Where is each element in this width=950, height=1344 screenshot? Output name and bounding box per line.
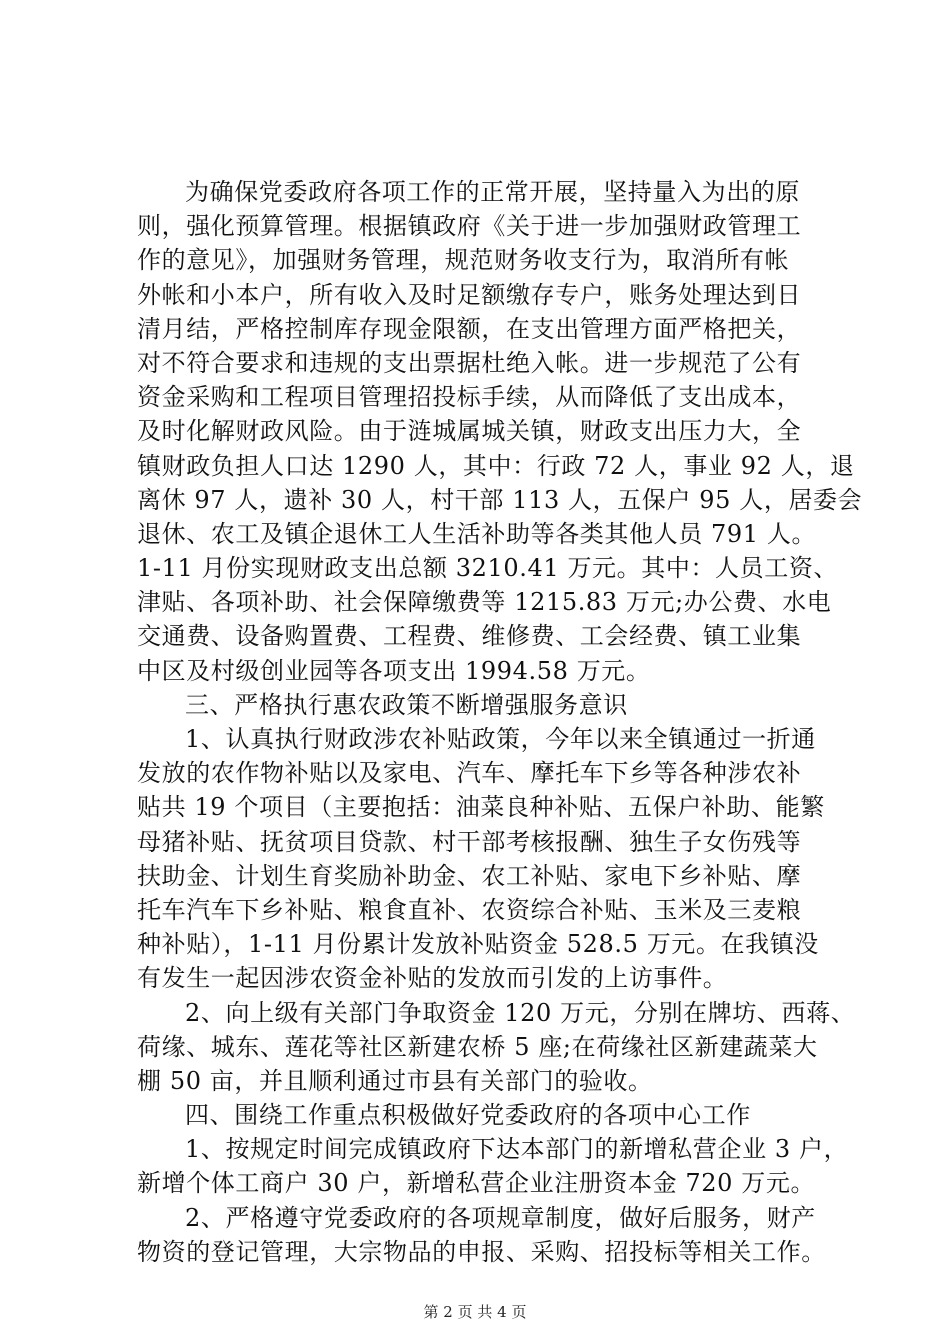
text-line: 离休 97 人，遗补 30 人，村干部 113 人，五保户 95 人，居委会 bbox=[137, 485, 863, 514]
text-line: 母猪补贴、抚贫项目贷款、村干部考核报酬、独生子女伤残等 bbox=[137, 827, 802, 856]
text-line: 津贴、各项补助、社会保障缴费等 1215.83 万元;办公费、水电 bbox=[137, 588, 832, 617]
text-line: 则，强化预算管理。根据镇政府《关于进一步加强财政管理工 bbox=[137, 212, 802, 241]
text-line: 资金采购和工程项目管理招投标手续，从而降低了支出成本， bbox=[137, 383, 802, 412]
text-line: 为确保党委政府各项工作的正常开展，坚持量入为出的原 bbox=[185, 178, 800, 206]
text-line: 物资的登记管理，大宗物品的申报、采购、招投标等相关工作。 bbox=[137, 1237, 826, 1266]
text-line: 清月结，严格控制库存现金限额，在支出管理方面严格把关， bbox=[137, 314, 802, 343]
text-line: 镇财政负担人口达 1290 人，其中：行政 72 人，事业 92 人，退 bbox=[137, 451, 855, 480]
text-line: 种补贴），1-11 月份累计发放补贴资金 528.5 万元。在我镇没 bbox=[137, 930, 819, 959]
text-line: 托车汽车下乡补贴、粮食直补、农资综合补贴、玉米及三麦粮 bbox=[137, 895, 802, 924]
text-line: 1、按规定时间完成镇政府下达本部门的新增私营企业 3 户， bbox=[185, 1135, 849, 1164]
text-line: 新增个体工商户 30 户，新增私营企业注册资本金 720 万元。 bbox=[137, 1169, 816, 1198]
text-line: 1、认真执行财政涉农补贴政策，今年以来全镇通过一折通 bbox=[185, 725, 816, 753]
text-line: 交通费、设备购置费、工程费、维修费、工会经费、镇工业集 bbox=[137, 622, 802, 651]
text-line: 外帐和小本户，所有收入及时足额缴存专户，账务处理达到日 bbox=[137, 280, 802, 309]
text-line: 退休、农工及镇企退休工人生活补助等各类其他人员 791 人。 bbox=[137, 519, 817, 548]
document-body bbox=[137, 175, 863, 1269]
text-line: 有发生一起因涉农资金补贴的发放而引发的上访事件。 bbox=[137, 964, 728, 993]
text-line: 作的意见》，加强财务管理，规范财务收支行为，取消所有帐 bbox=[137, 246, 790, 275]
text-line: 荷缘、城东、莲花等社区新建农桥 5 座;在荷缘社区新建蔬菜大 bbox=[137, 1032, 818, 1061]
text-line: 三、严格执行惠农政策不断增强服务意识 bbox=[185, 690, 628, 719]
text-line: 1-11 月份实现财政支出总额 3210.41 万元。其中：人员工资、 bbox=[137, 554, 839, 583]
text-line: 扶助金、计划生育奖励补助金、农工补贴、家电下乡补贴、摩 bbox=[137, 861, 802, 890]
text-line: 2、向上级有关部门争取资金 120 万元，分别在牌坊、西蒋、 bbox=[185, 998, 856, 1027]
text-line: 四、围绕工作重点积极做好党委政府的各项中心工作 bbox=[185, 1101, 751, 1130]
text-line: 中区及村级创业园等各项支出 1994.58 万元。 bbox=[137, 656, 651, 685]
text-line: 2、严格遵守党委政府的各项规章制度，做好后服务，财产 bbox=[185, 1203, 816, 1232]
text-line: 发放的农作物补贴以及家电、汽车、摩托车下乡等各种涉农补 bbox=[137, 759, 802, 788]
text-line: 棚 50 亩，并且顺利通过市县有关部门的验收。 bbox=[137, 1066, 653, 1095]
text-line: 及时化解财政风险。由于涟城属城关镇，财政支出压力大，全 bbox=[137, 417, 802, 446]
page-footer: 第 2 页 共 4 页 bbox=[423, 1303, 527, 1321]
text-line: 对不符合要求和违规的支出票据杜绝入帐。进一步规范了公有 bbox=[137, 348, 802, 377]
text-line: 贴共 19 个项目（主要抱括：油菜良种补贴、五保户补助、能繁 bbox=[137, 793, 825, 822]
